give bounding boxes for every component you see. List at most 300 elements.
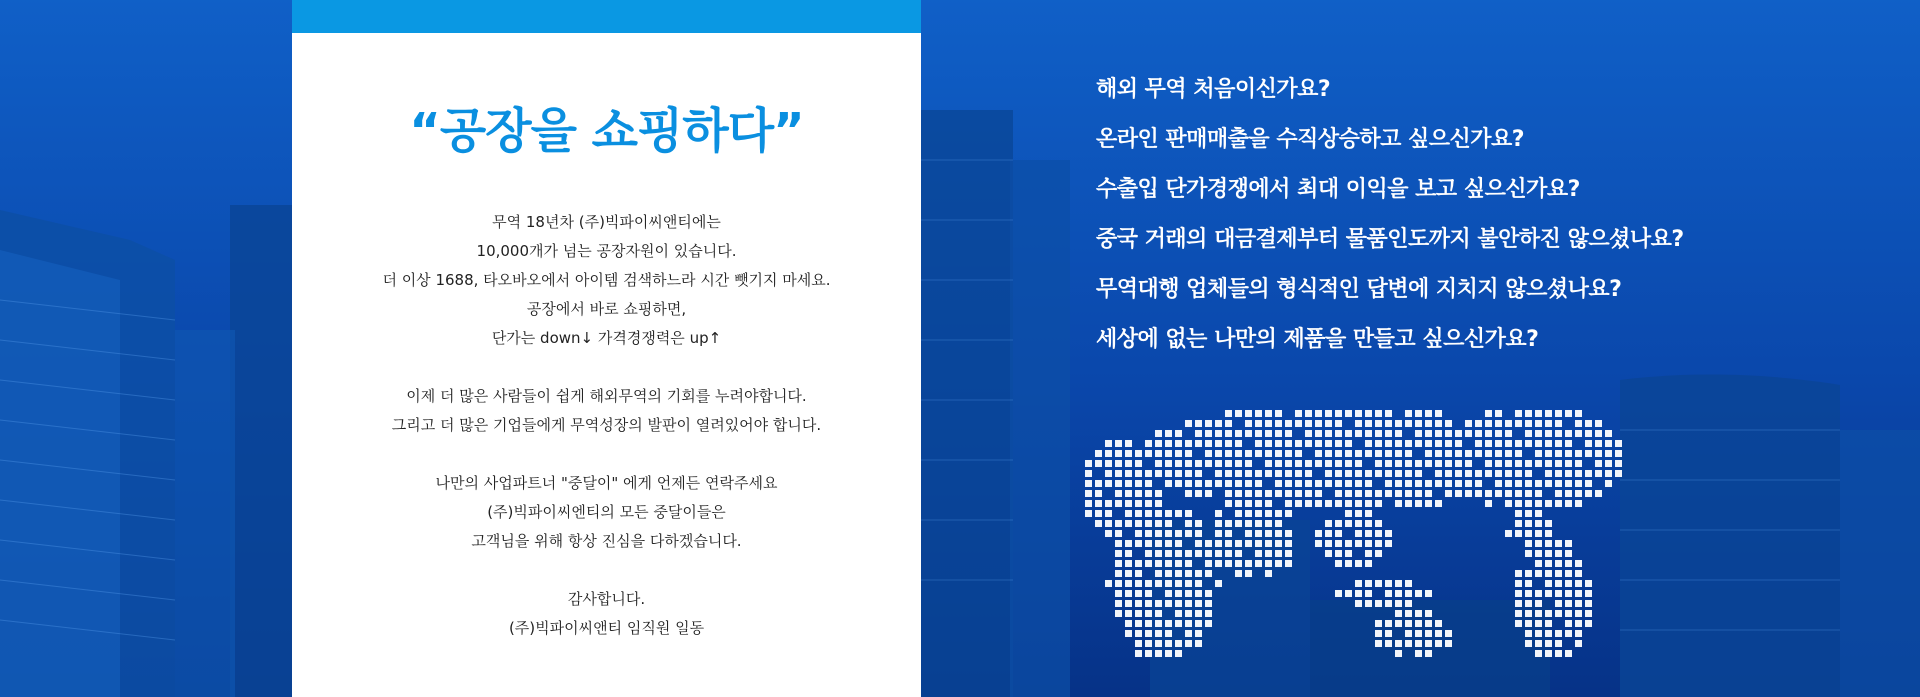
map-dot — [1145, 440, 1152, 447]
map-dot — [1245, 530, 1252, 537]
map-dot — [1285, 470, 1292, 477]
map-dot — [1445, 420, 1452, 427]
map-dot — [1135, 480, 1142, 487]
map-dot — [1155, 460, 1162, 467]
map-dot — [1185, 640, 1192, 647]
map-dot — [1185, 630, 1192, 637]
map-dot — [1395, 470, 1402, 477]
map-dot — [1335, 420, 1342, 427]
map-dot — [1405, 580, 1412, 587]
map-dot — [1265, 510, 1272, 517]
map-dot — [1545, 410, 1552, 417]
map-dot — [1515, 510, 1522, 517]
text-line: 10,000개가 넘는 공장자원이 있습니다. — [476, 242, 737, 260]
map-dot — [1135, 580, 1142, 587]
map-dot — [1125, 460, 1132, 467]
map-dot — [1535, 480, 1542, 487]
map-dot — [1575, 420, 1582, 427]
map-dot — [1575, 480, 1582, 487]
map-dot — [1125, 590, 1132, 597]
map-dot — [1575, 610, 1582, 617]
map-dot — [1615, 440, 1622, 447]
map-dot — [1535, 560, 1542, 567]
map-dot — [1535, 510, 1542, 517]
map-dot — [1385, 600, 1392, 607]
panel-top-bar — [292, 0, 921, 33]
map-dot — [1265, 440, 1272, 447]
map-dot — [1145, 630, 1152, 637]
map-dot — [1575, 630, 1582, 637]
map-dot — [1215, 430, 1222, 437]
map-dot — [1195, 430, 1202, 437]
map-dot — [1555, 410, 1562, 417]
map-dot — [1355, 460, 1362, 467]
map-dot — [1175, 470, 1182, 477]
map-dot — [1135, 500, 1142, 507]
map-dot — [1145, 610, 1152, 617]
map-dot — [1105, 470, 1112, 477]
map-dot — [1515, 490, 1522, 497]
map-dot — [1355, 540, 1362, 547]
map-dot — [1385, 440, 1392, 447]
map-dot — [1425, 590, 1432, 597]
map-dot — [1205, 570, 1212, 577]
map-dot — [1145, 550, 1152, 557]
map-dot — [1435, 470, 1442, 477]
map-dot — [1555, 560, 1562, 567]
map-dot — [1315, 490, 1322, 497]
map-dot — [1085, 470, 1092, 477]
map-dot — [1515, 440, 1522, 447]
map-dot — [1315, 410, 1322, 417]
map-dot — [1515, 500, 1522, 507]
map-dot — [1155, 510, 1162, 517]
map-dot — [1605, 430, 1612, 437]
map-dot — [1265, 420, 1272, 427]
map-dot — [1155, 520, 1162, 527]
map-dot — [1155, 650, 1162, 657]
map-dot — [1165, 540, 1172, 547]
map-dot — [1175, 580, 1182, 587]
map-dot — [1185, 510, 1192, 517]
map-dot — [1395, 580, 1402, 587]
map-dot — [1295, 470, 1302, 477]
map-dot — [1475, 480, 1482, 487]
map-dot — [1095, 520, 1102, 527]
map-dot — [1515, 420, 1522, 427]
map-dot — [1485, 440, 1492, 447]
map-dot — [1575, 600, 1582, 607]
map-dot — [1455, 430, 1462, 437]
map-dot — [1085, 500, 1092, 507]
question-list — [1096, 70, 1684, 370]
map-dot — [1525, 570, 1532, 577]
map-dot — [1175, 650, 1182, 657]
map-dot — [1545, 440, 1552, 447]
map-dot — [1365, 470, 1372, 477]
map-dot — [1235, 430, 1242, 437]
map-dot — [1565, 410, 1572, 417]
map-dot — [1255, 480, 1262, 487]
map-dot — [1545, 500, 1552, 507]
map-dot — [1195, 600, 1202, 607]
map-dot — [1155, 440, 1162, 447]
map-dot — [1305, 490, 1312, 497]
map-dot — [1115, 490, 1122, 497]
map-dot — [1285, 430, 1292, 437]
map-dot — [1525, 580, 1532, 587]
map-dot — [1165, 630, 1172, 637]
map-dot — [1085, 490, 1092, 497]
map-dot — [1135, 650, 1142, 657]
map-dot — [1385, 590, 1392, 597]
map-dot — [1435, 640, 1442, 647]
map-dot — [1345, 470, 1352, 477]
map-dot — [1305, 480, 1312, 487]
map-dot — [1325, 410, 1332, 417]
map-dot — [1575, 500, 1582, 507]
map-dot — [1095, 510, 1102, 517]
map-dot — [1115, 600, 1122, 607]
map-dot — [1455, 470, 1462, 477]
map-dot — [1205, 430, 1212, 437]
map-dot — [1105, 500, 1112, 507]
map-dot — [1295, 460, 1302, 467]
map-dot — [1195, 580, 1202, 587]
map-dot — [1565, 430, 1572, 437]
paragraph — [292, 585, 921, 643]
map-dot — [1585, 440, 1592, 447]
map-dot — [1335, 460, 1342, 467]
map-dot — [1465, 460, 1472, 467]
map-dot — [1135, 630, 1142, 637]
map-dot — [1235, 510, 1242, 517]
map-dot — [1355, 510, 1362, 517]
map-dot — [1285, 530, 1292, 537]
map-dot — [1415, 470, 1422, 477]
map-dot — [1585, 600, 1592, 607]
map-dot — [1155, 640, 1162, 647]
map-dot — [1095, 500, 1102, 507]
map-dot — [1565, 610, 1572, 617]
map-dot — [1415, 630, 1422, 637]
map-dot — [1165, 550, 1172, 557]
map-dot — [1595, 470, 1602, 477]
map-dot — [1275, 510, 1282, 517]
map-dot — [1155, 560, 1162, 567]
map-dot — [1115, 540, 1122, 547]
map-dot — [1545, 530, 1552, 537]
map-dot — [1235, 480, 1242, 487]
map-dot — [1365, 430, 1372, 437]
map-dot — [1185, 570, 1192, 577]
map-dot — [1135, 590, 1142, 597]
map-dot — [1505, 500, 1512, 507]
map-dot — [1165, 530, 1172, 537]
map-dot — [1205, 550, 1212, 557]
map-dot — [1415, 590, 1422, 597]
map-dot — [1525, 480, 1532, 487]
map-dot — [1245, 570, 1252, 577]
map-dot — [1575, 450, 1582, 457]
map-dot — [1205, 460, 1212, 467]
map-dot — [1515, 410, 1522, 417]
map-dot — [1275, 560, 1282, 567]
map-dot — [1105, 440, 1112, 447]
map-dot — [1215, 560, 1222, 567]
map-dot — [1195, 640, 1202, 647]
map-dot — [1175, 460, 1182, 467]
map-dot — [1115, 530, 1122, 537]
map-dot — [1195, 590, 1202, 597]
map-dot — [1265, 490, 1272, 497]
map-dot — [1375, 620, 1382, 627]
map-dot — [1445, 430, 1452, 437]
map-dot — [1215, 470, 1222, 477]
text-line: 나만의 사업파트너 "중달이" 에게 언제든 연락주세요 — [435, 474, 778, 492]
map-dot — [1615, 470, 1622, 477]
map-dot — [1525, 470, 1532, 477]
map-dot — [1435, 500, 1442, 507]
map-dot — [1545, 480, 1552, 487]
map-dot — [1245, 500, 1252, 507]
map-dot — [1185, 560, 1192, 567]
map-dot — [1535, 570, 1542, 577]
map-dot — [1275, 480, 1282, 487]
map-dot — [1165, 440, 1172, 447]
map-dot — [1245, 520, 1252, 527]
map-dot — [1565, 470, 1572, 477]
map-dot — [1505, 430, 1512, 437]
map-dot — [1615, 460, 1622, 467]
map-dot — [1535, 620, 1542, 627]
map-dot — [1135, 510, 1142, 517]
map-dot — [1305, 420, 1312, 427]
map-dot — [1535, 630, 1542, 637]
map-dot — [1425, 480, 1432, 487]
map-dot — [1165, 480, 1172, 487]
map-dot — [1125, 550, 1132, 557]
map-dot — [1315, 440, 1322, 447]
map-dot — [1365, 450, 1372, 457]
map-dot — [1535, 550, 1542, 557]
map-dot — [1185, 480, 1192, 487]
map-dot — [1145, 530, 1152, 537]
map-dot — [1175, 560, 1182, 567]
map-dot — [1525, 620, 1532, 627]
map-dot — [1405, 490, 1412, 497]
map-dot — [1365, 500, 1372, 507]
map-dot — [1115, 470, 1122, 477]
map-dot — [1215, 530, 1222, 537]
map-dot — [1515, 450, 1522, 457]
map-dot — [1195, 420, 1202, 427]
map-dot — [1115, 580, 1122, 587]
map-dot — [1435, 440, 1442, 447]
map-dot — [1145, 650, 1152, 657]
map-dot — [1225, 500, 1232, 507]
map-dot — [1325, 470, 1332, 477]
map-dot — [1275, 490, 1282, 497]
map-dot — [1555, 420, 1562, 427]
map-dot — [1575, 470, 1582, 477]
map-dot — [1295, 420, 1302, 427]
map-dot — [1545, 610, 1552, 617]
map-dot — [1275, 440, 1282, 447]
map-dot — [1435, 450, 1442, 457]
map-dot — [1495, 420, 1502, 427]
map-dot — [1595, 490, 1602, 497]
map-dot — [1435, 420, 1442, 427]
question-item: 무역대행 업체들의 형식적인 답변에 지치지 않으셨나요? — [1096, 277, 1622, 302]
map-dot — [1335, 560, 1342, 567]
map-dot — [1475, 450, 1482, 457]
map-dot — [1555, 570, 1562, 577]
map-dot — [1285, 420, 1292, 427]
map-dot — [1215, 480, 1222, 487]
question-item: 수출입 단가경쟁에서 최대 이익을 보고 싶으신가요? — [1096, 177, 1580, 202]
map-dot — [1135, 560, 1142, 567]
map-dot — [1395, 620, 1402, 627]
map-dot — [1145, 500, 1152, 507]
map-dot — [1225, 470, 1232, 477]
map-dot — [1385, 420, 1392, 427]
map-dot — [1325, 520, 1332, 527]
map-dot — [1115, 590, 1122, 597]
map-dot — [1385, 410, 1392, 417]
map-dot — [1475, 430, 1482, 437]
map-dot — [1375, 490, 1382, 497]
map-dot — [1125, 600, 1132, 607]
map-dot — [1185, 460, 1192, 467]
text-line: 단가는 down↓ 가격경쟁력은 up↑ — [491, 329, 722, 347]
map-dot — [1525, 640, 1532, 647]
map-dot — [1525, 610, 1532, 617]
map-dot — [1555, 470, 1562, 477]
map-dot — [1175, 430, 1182, 437]
map-dot — [1425, 460, 1432, 467]
map-dot — [1325, 480, 1332, 487]
map-dot — [1355, 520, 1362, 527]
map-dot — [1405, 640, 1412, 647]
map-dot — [1385, 470, 1392, 477]
map-dot — [1435, 410, 1442, 417]
map-dot — [1185, 580, 1192, 587]
map-dot — [1545, 470, 1552, 477]
map-dot — [1245, 410, 1252, 417]
map-dot — [1555, 600, 1562, 607]
map-dot — [1475, 490, 1482, 497]
map-dot — [1545, 630, 1552, 637]
map-dot — [1145, 580, 1152, 587]
map-dot — [1565, 440, 1572, 447]
map-dot — [1235, 440, 1242, 447]
map-dot — [1345, 450, 1352, 457]
map-dot — [1575, 560, 1582, 567]
map-dot — [1245, 430, 1252, 437]
map-dot — [1145, 480, 1152, 487]
map-dot — [1345, 460, 1352, 467]
map-dot — [1295, 450, 1302, 457]
map-dot — [1335, 450, 1342, 457]
map-dot — [1585, 610, 1592, 617]
map-dot — [1345, 480, 1352, 487]
map-dot — [1125, 490, 1132, 497]
map-dot — [1355, 600, 1362, 607]
map-dot — [1215, 550, 1222, 557]
map-dot — [1085, 510, 1092, 517]
map-dot — [1535, 530, 1542, 537]
map-dot — [1505, 440, 1512, 447]
map-dot — [1255, 430, 1262, 437]
map-dot — [1505, 460, 1512, 467]
map-dot — [1445, 460, 1452, 467]
map-dot — [1455, 490, 1462, 497]
map-dot — [1205, 450, 1212, 457]
map-dot — [1275, 530, 1282, 537]
map-dot — [1565, 490, 1572, 497]
text-line: 그리고 더 많은 기업들에게 무역성장의 발판이 열려있어야 합니다. — [391, 416, 822, 434]
map-dot — [1205, 440, 1212, 447]
map-dot — [1245, 470, 1252, 477]
map-dot — [1415, 620, 1422, 627]
map-dot — [1225, 520, 1232, 527]
map-dot — [1455, 450, 1462, 457]
map-dot — [1195, 550, 1202, 557]
map-dot — [1175, 590, 1182, 597]
map-dot — [1145, 540, 1152, 547]
map-dot — [1145, 470, 1152, 477]
map-dot — [1315, 530, 1322, 537]
map-dot — [1225, 560, 1232, 567]
map-dot — [1415, 640, 1422, 647]
map-dot — [1205, 540, 1212, 547]
map-dot — [1425, 440, 1432, 447]
map-dot — [1595, 420, 1602, 427]
map-dot — [1555, 640, 1562, 647]
intro-panel — [292, 0, 921, 697]
map-dot — [1165, 650, 1172, 657]
map-dot — [1175, 450, 1182, 457]
map-dot — [1485, 500, 1492, 507]
map-dot — [1145, 560, 1152, 567]
map-dot — [1225, 480, 1232, 487]
map-dot — [1375, 420, 1382, 427]
map-dot — [1125, 620, 1132, 627]
map-dot — [1355, 560, 1362, 567]
map-dot — [1165, 620, 1172, 627]
map-dot — [1525, 420, 1532, 427]
map-dot — [1155, 490, 1162, 497]
map-dot — [1125, 570, 1132, 577]
map-dot — [1125, 540, 1132, 547]
map-dot — [1345, 490, 1352, 497]
map-dot — [1415, 650, 1422, 657]
map-dot — [1135, 570, 1142, 577]
map-dot — [1375, 470, 1382, 477]
map-dot — [1195, 530, 1202, 537]
map-dot — [1475, 440, 1482, 447]
map-dot — [1345, 560, 1352, 567]
map-dot — [1245, 480, 1252, 487]
map-dot — [1575, 570, 1582, 577]
map-dot — [1335, 410, 1342, 417]
map-dot — [1535, 590, 1542, 597]
map-dot — [1115, 500, 1122, 507]
map-dot — [1425, 490, 1432, 497]
map-dot — [1405, 600, 1412, 607]
map-dot — [1185, 490, 1192, 497]
